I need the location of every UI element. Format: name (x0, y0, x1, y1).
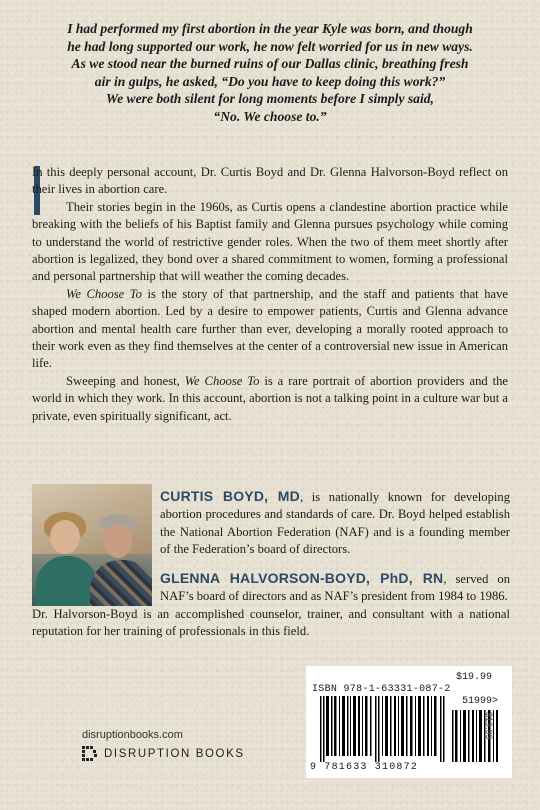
side-price: $19.99 (484, 712, 494, 740)
isbn-digits: 9 781633 310872 (310, 762, 419, 773)
quote-line: he had long supported our work, he now felt worried for us in new ways. (67, 38, 473, 54)
price-code: 51999> (461, 696, 498, 707)
book-description (32, 164, 508, 425)
paragraph-text: is a rare portrait of abortion providers and the world in which they work. In this account, abortion is not a talking point in a culture war but a private, even spiritually significant, act. (32, 373, 509, 423)
author-bio-text: Dr. Halvorson-Boyd is an accomplished counselor, trainer, and consultant with a national reputation for her training of professionals in this field. (32, 606, 510, 639)
author-bio-glenna (32, 570, 510, 641)
author-name: CURTIS BOYD, MD (160, 488, 300, 504)
author-bio-text: , served on NAF’s board of directors and as NAF’s president from 1984 to 1986. (160, 572, 510, 604)
description-paragraph-1: In this deeply personal account, Dr. Curtis Boyd and Dr. Glenna Halvorson-Boyd reflect on their lives in abortion care. (32, 165, 508, 197)
quote-line: I had performed my first abortion in the year Kyle was born, and though (67, 21, 473, 36)
quote-line: We were both silent for long moments before I simply said, (106, 91, 434, 107)
barcode-bars (320, 696, 446, 762)
barcode-price: $19.99 (455, 672, 492, 683)
isbn-barcode (306, 666, 512, 778)
paragraph-text: is the story of that partnership, and the staff and patients that have shaped modern abortion. Led by a desire to empower patients, Curtis and Glenna advance abortion and mental health care further than ever, developing a morally rooted approach to their work even as they find themselves at the center of a controversial new issue in American life. (32, 286, 508, 371)
description-paragraph-3 (32, 286, 508, 373)
description-paragraph-4 (32, 373, 508, 425)
quote-line: “No. We choose to.” (213, 108, 327, 124)
book-title: We Choose To (66, 286, 142, 301)
cover-quote (28, 20, 512, 126)
book-title: We Choose To (184, 373, 260, 388)
paragraph-text: Sweeping and honest, (66, 373, 185, 388)
author-name: GLENNA HALVORSON-BOYD, PhD, RN (160, 570, 444, 586)
publisher-logo (82, 746, 245, 762)
author-bio-text: , is nationally known for developing abortion procedures and standards of care. Dr. Boyd helped establish the National Abortion Federation (NAF) and is a founding member of the Federation’s board of directors. (160, 490, 510, 557)
isbn-label: ISBN 978-1-63331-087-2 (312, 684, 451, 695)
quote-line: air in gulps, he asked, “Do you have to keep doing this work?” (94, 73, 446, 89)
disruption-logo-icon (82, 746, 98, 762)
publisher-name: DISRUPTION BOOKS (104, 748, 245, 760)
author-photo (32, 484, 152, 606)
quote-line: As we stood near the burned ruins of our Dallas clinic, breathing fresh (71, 56, 469, 72)
author-bio-curtis (160, 488, 510, 559)
description-paragraph-2: Their stories begin in the 1960s, as Curtis opens a clandestine abortion practice while breaking with the beliefs of his Baptist family and Glenna pursues psychology while coming to understand the world of restrictive gender roles. When the two of them meet shortly after abortion is legalized, they bond over a shared commitment to women, forming a professional and personal partnership that will weather the coming decades. (32, 199, 508, 284)
publisher-website: disruptionbooks.com (82, 729, 183, 741)
